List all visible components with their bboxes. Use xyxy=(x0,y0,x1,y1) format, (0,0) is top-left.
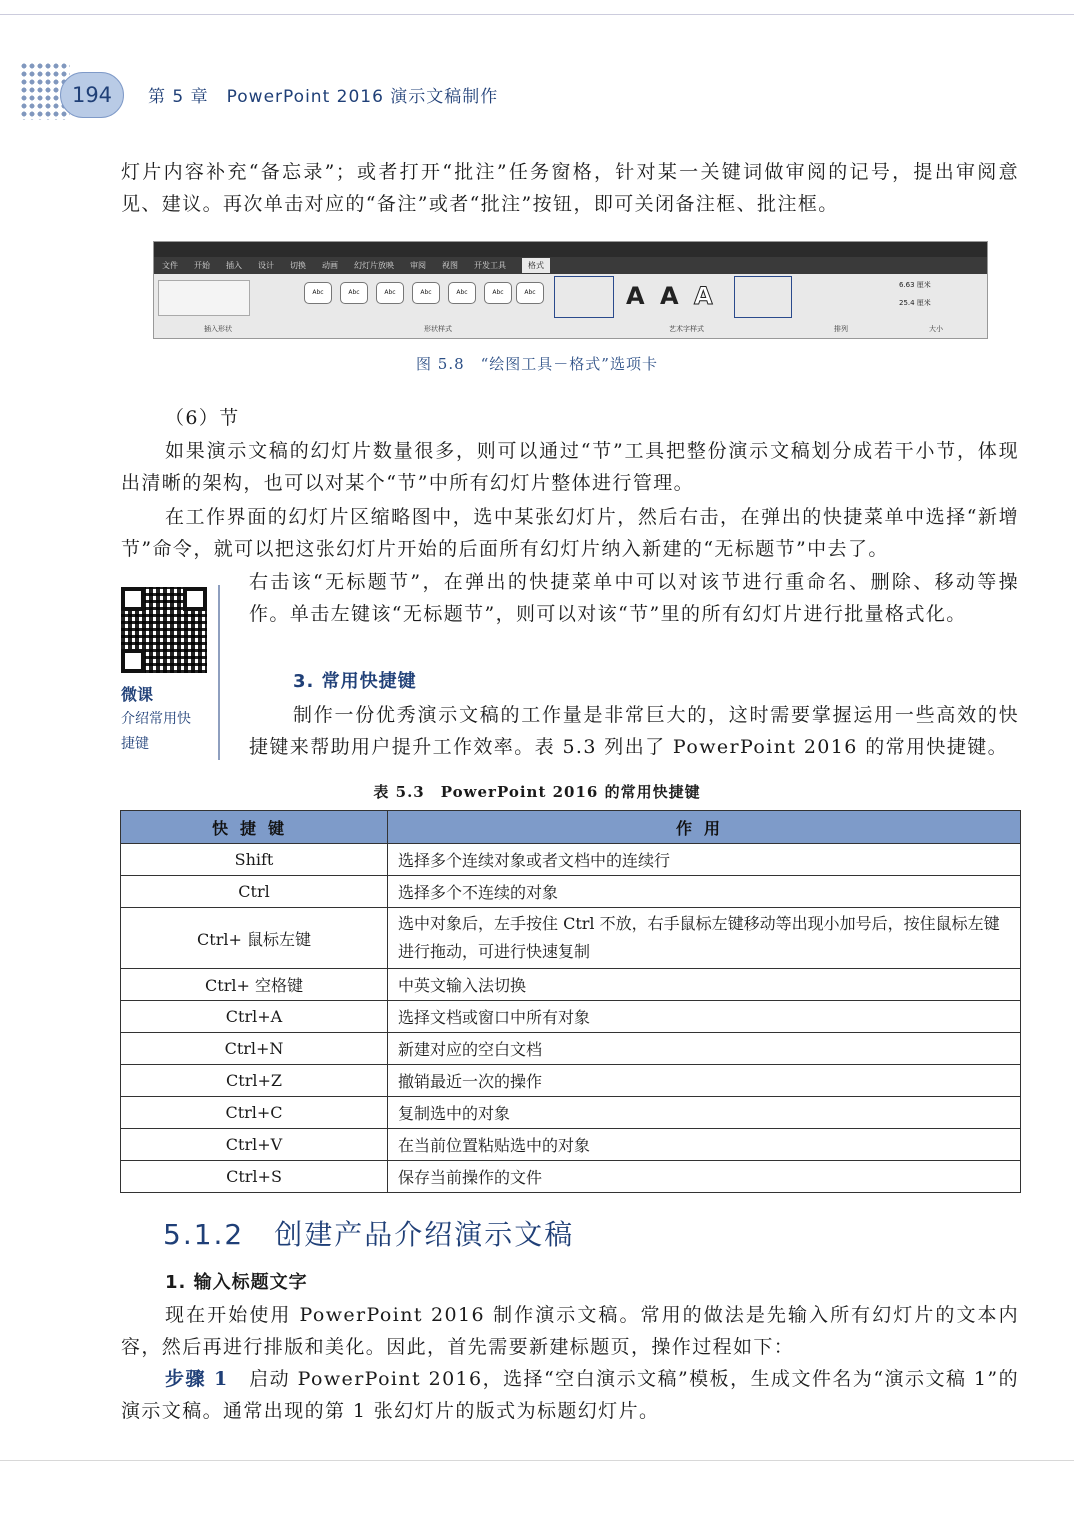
sidenote-line: 捷键 xyxy=(121,736,149,752)
subheading: 1. 输入标题文字 xyxy=(165,1272,308,1293)
section-heading: （6）节 xyxy=(165,407,240,429)
section-paragraph: 右击该“无标题节”，在弹出的快捷菜单中可以对该节进行重命名、删除、移动等操作。单击左键该“无标题节”，则可以对该“节”里的所有幻灯片进行批量格式化。 xyxy=(249,571,1019,625)
shortcut-action: 选择多个连续对象或者文档中的连续行 xyxy=(388,844,1021,876)
ribbon-tab: 插入 xyxy=(226,261,242,270)
table-row xyxy=(121,876,1021,908)
section-paragraph: 现在开始使用 PowerPoint 2016 制作演示文稿。常用的做法是先输入所有幻灯片的文本内容，然后再进行排版和美化。因此，首先需要新建标题页，操作过程如下： xyxy=(121,1304,1019,1358)
style-preset: Abc xyxy=(448,282,476,304)
shortcut-key: Ctrl+Z xyxy=(121,1065,388,1097)
style-preset: Abc xyxy=(516,282,544,304)
ribbon-tab: 开始 xyxy=(194,261,210,270)
step-text: 启动 PowerPoint 2016，选择“空白演示文稿”模板，生成文件名为“演示文稿 1”的演示文稿。通常出现的第 1 张幻灯片的版式为标题幻灯片。 xyxy=(121,1368,1019,1422)
wordart-a-icon: A xyxy=(626,282,645,310)
qr-finder xyxy=(121,649,145,673)
shortcut-key: Shift xyxy=(121,844,388,876)
table-header-row xyxy=(121,811,1021,844)
table-row xyxy=(121,908,1021,969)
wordart-a-outline-icon: A xyxy=(694,282,713,310)
section-title: 5.1.2 创建产品介绍演示文稿 xyxy=(163,1218,575,1251)
shortcut-action: 撤销最近一次的操作 xyxy=(388,1065,1021,1097)
table-caption: 表 5.3 PowerPoint 2016 的常用快捷键 xyxy=(373,783,701,801)
running-title: 第 5 章 PowerPoint 2016 演示文稿制作 xyxy=(148,87,499,107)
ribbon-tab-bar xyxy=(154,257,987,274)
shortcut-key: Ctrl+N xyxy=(121,1033,388,1065)
height-field: 6.63 厘米 xyxy=(899,281,931,289)
shape-fill-outline-effects xyxy=(554,276,614,318)
shortcut-action: 在当前位置粘贴选中的对象 xyxy=(388,1129,1021,1161)
table-row xyxy=(121,1033,1021,1065)
group-label: 排列 xyxy=(834,325,848,333)
shortcut-key: Ctrl+V xyxy=(121,1129,388,1161)
section-paragraph: 如果演示文稿的幻灯片数量很多，则可以通过“节”工具把整份演示文稿划分成若干小节，体现出清晰的架构，也可以对某个“节”中所有幻灯片整体进行管理。 xyxy=(121,440,1019,494)
shortcut-table xyxy=(120,810,1021,1193)
shortcut-key: Ctrl xyxy=(121,876,388,908)
shortcut-action: 新建对应的空白文档 xyxy=(388,1033,1021,1065)
ribbon-tab: 切换 xyxy=(290,261,306,270)
table-row xyxy=(121,969,1021,1001)
top-rule xyxy=(0,14,1074,15)
qr-finder xyxy=(183,587,207,611)
side-rule xyxy=(218,585,220,760)
ribbon-title-bar xyxy=(154,242,987,257)
ribbon-tab: 幻灯片放映 xyxy=(354,261,394,270)
step-paragraph xyxy=(121,1363,1019,1427)
qr-finder xyxy=(121,587,145,611)
table-row xyxy=(121,844,1021,876)
footer-rule xyxy=(0,1460,1074,1461)
group-label: 形状样式 xyxy=(424,325,452,333)
shortcut-action: 选中对象后，左手按住 Ctrl 不放，右手鼠标左键移动等出现小加号后，按住鼠标左键进行拖动，可进行快速复制 xyxy=(388,908,1021,969)
shortcut-action: 选择多个不连续的对象 xyxy=(388,876,1021,908)
wordart-a-icon: A xyxy=(660,282,679,310)
shortcut-action: 复制选中的对象 xyxy=(388,1097,1021,1129)
figure-caption: 图 5.8 “绘图工具－格式”选项卡 xyxy=(416,355,658,373)
table-row xyxy=(121,1097,1021,1129)
page-number: 194 xyxy=(60,72,124,118)
width-field: 25.4 厘米 xyxy=(899,299,931,307)
shortcut-key: Ctrl+ 空格键 xyxy=(121,969,388,1001)
shortcut-action: 选择文档或窗口中所有对象 xyxy=(388,1001,1021,1033)
intro-paragraph: 灯片内容补充“备忘录”；或者打开“批注”任务窗格，针对某一关键词做审阅的记号，提出审阅意见、建议。再次单击对应的“备注”或者“批注”按钮，即可关闭备注框、批注框。 xyxy=(121,161,1019,215)
section-paragraph: 在工作界面的幻灯片区缩略图中，选中某张幻灯片，然后右击，在弹出的快捷菜单中选择“新增节”命令，就可以把这张幻灯片开始的后面所有幻灯片纳入新建的“无标题节”中去了。 xyxy=(121,506,1019,560)
ribbon-tab: 动画 xyxy=(322,261,338,270)
shortcut-key: Ctrl+C xyxy=(121,1097,388,1129)
shortcut-key: Ctrl+S xyxy=(121,1161,388,1193)
style-preset: Abc xyxy=(484,282,512,304)
style-preset: Abc xyxy=(340,282,368,304)
shortcut-key: Ctrl+A xyxy=(121,1001,388,1033)
ribbon-tab: 视图 xyxy=(442,261,458,270)
shortcut-action: 保存当前操作的文件 xyxy=(388,1161,1021,1193)
ribbon-screenshot xyxy=(153,241,988,339)
ribbon-tab: 开发工具 xyxy=(474,261,506,270)
subheading: 3. 常用快捷键 xyxy=(293,671,417,692)
style-preset: Abc xyxy=(376,282,404,304)
shortcut-key: Ctrl+ 鼠标左键 xyxy=(121,908,388,969)
table-row xyxy=(121,1065,1021,1097)
section-paragraph: 制作一份优秀演示文稿的工作量是非常巨大的，这时需要掌握运用一些高效的快捷键来帮助用户提升工作效率。表 5.3 列出了 PowerPoint 2016 的常用快捷键。 xyxy=(249,704,1019,758)
text-fill-outline-effects xyxy=(734,276,792,318)
table-row xyxy=(121,1129,1021,1161)
shortcut-action: 中英文输入法切换 xyxy=(388,969,1021,1001)
sidenote-line: 介绍常用快 xyxy=(121,711,191,727)
table-row xyxy=(121,1161,1021,1193)
sidenote-title: 微课 xyxy=(121,685,154,704)
group-label: 大小 xyxy=(929,325,943,333)
group-label: 艺术字样式 xyxy=(669,325,704,333)
table-row xyxy=(121,1001,1021,1033)
step-label: 步骤 1 xyxy=(165,1368,229,1390)
ribbon-tab: 文件 xyxy=(162,261,178,270)
style-preset: Abc xyxy=(304,282,332,304)
table-header: 快捷键 xyxy=(121,811,388,844)
ribbon-tab: 审阅 xyxy=(410,261,426,270)
group-label: 插入形状 xyxy=(204,325,232,333)
ribbon-tab: 设计 xyxy=(258,261,274,270)
ribbon-tab-active: 格式 xyxy=(522,258,550,273)
style-preset: Abc xyxy=(412,282,440,304)
shapes-gallery-icon xyxy=(158,280,250,316)
ribbon-body xyxy=(154,274,987,336)
table-header: 作用 xyxy=(388,811,1021,844)
